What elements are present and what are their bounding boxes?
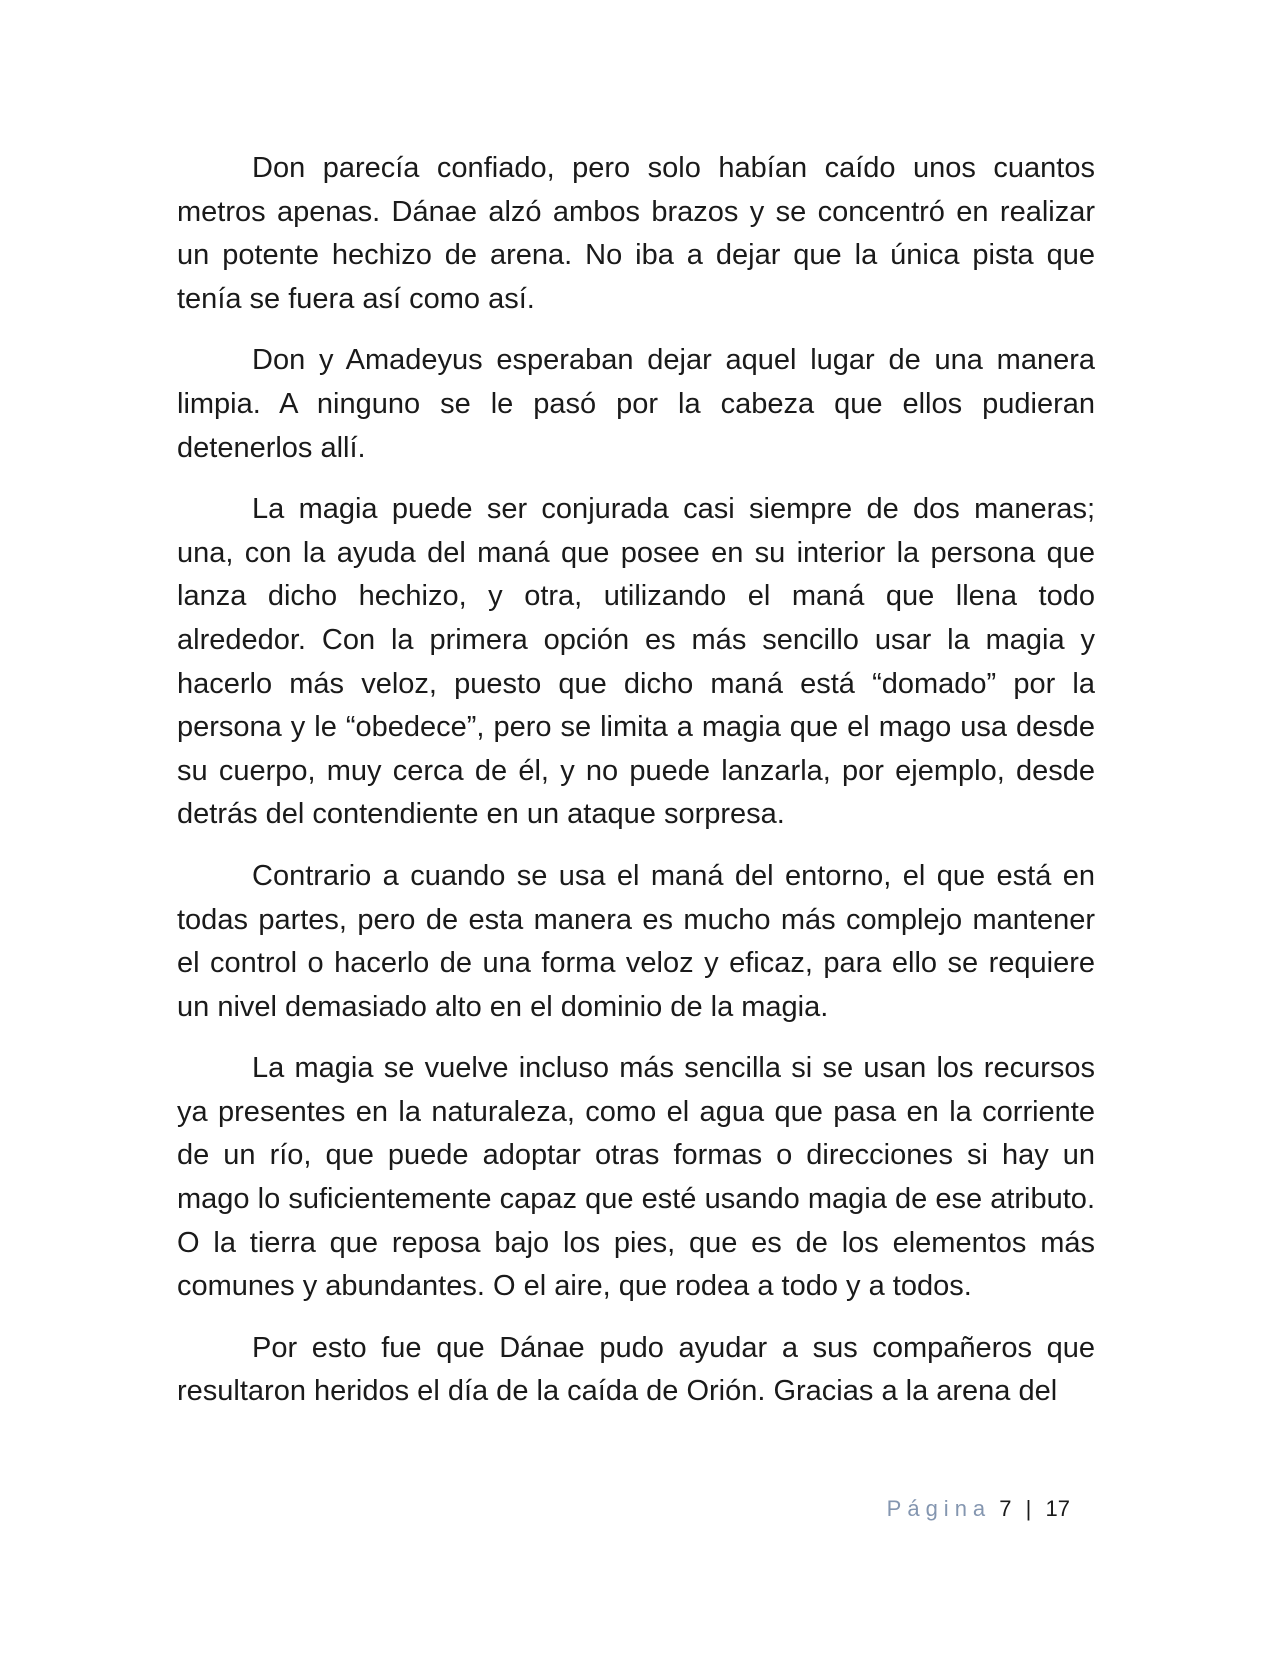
body-text (177, 147, 1095, 1432)
page-footer (887, 1494, 1070, 1524)
page-number: 7 (999, 1496, 1012, 1521)
paragraph-4: Contrario a cuando se usa el maná del entorno, el que está en todas partes, pero de esta manera es mucho más complejo mantener el control o hacerlo de una forma veloz y eficaz, para ello se requiere un nivel demasiado alto en el dominio de la magia. (177, 859, 1095, 1023)
paragraph-2: Don y Amadeyus esperaban dejar aquel lugar de una manera limpia. A ninguno se le pasó por la cabeza que ellos pudieran detenerlos allí. (177, 344, 1095, 464)
paragraph-5: La magia se vuelve incluso más sencilla si se usan los recursos ya presentes en la naturaleza, como el agua que pasa en la corriente de un río, que puede adoptar otras formas o direcciones si hay un mago lo suficientemente capaz que esté usando magia de ese atributo. O la tierra que reposa bajo los pies, que es de los elementos más comunes y abundantes. O el aire, que rodea a todo y a todos. (177, 1052, 1095, 1303)
paragraph-3: La magia puede ser conjurada casi siempre de dos maneras; una, con la ayuda del maná que posee en su interior la persona que lanza dicho hechizo, y otra, utilizando el maná que llena todo alrededor. Con la primera opción es más sencillo usar la magia y hacerlo más veloz, puesto que dicho maná está “domado” por la persona y le “obedece”, pero se limita a magia que el mago usa desde su cuerpo, muy cerca de él, y no puede lanzarla, por ejemplo, desde detrás del contendiente en un ataque sorpresa. (177, 493, 1095, 831)
page-separator: | (1025, 1496, 1032, 1521)
paragraph-6: Por esto fue que Dánae pudo ayudar a sus compañeros que resultaron heridos el día de la caída de Orión. Gracias a la arena del (177, 1331, 1095, 1408)
paragraph-1: Don parecía confiado, pero solo habían caído unos cuantos metros apenas. Dánae alzó ambos brazos y se concentró en realizar un potente hechizo de arena. No iba a dejar que la única pista que tenía se fuera así como así. (177, 152, 1095, 315)
page-total: 17 (1045, 1496, 1070, 1521)
page-label: Página (886, 1496, 992, 1521)
